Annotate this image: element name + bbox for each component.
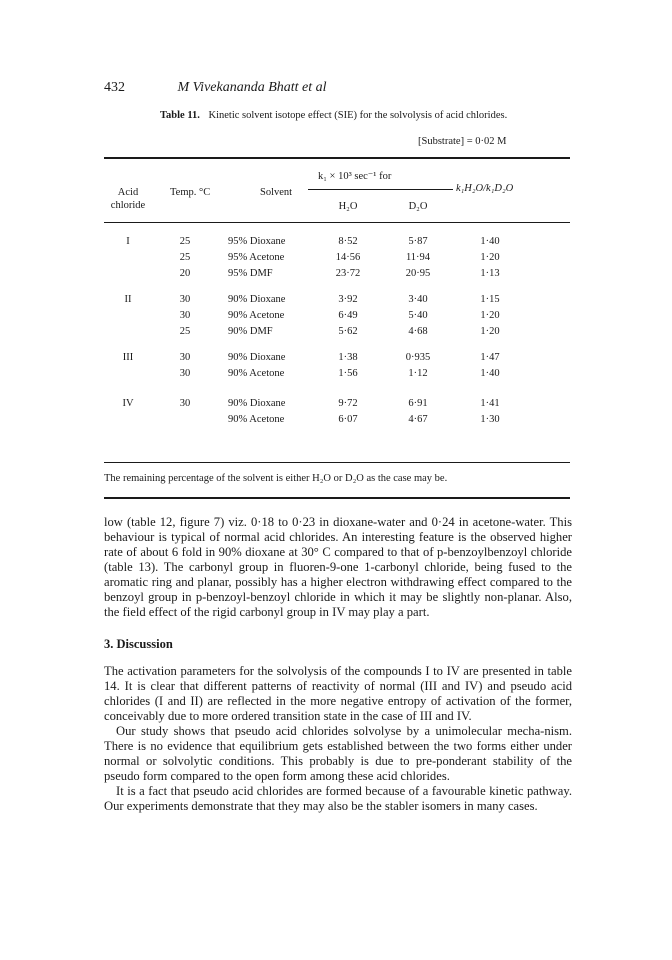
col-temp: Temp. °C: [170, 187, 211, 198]
cell-ratio: 1·41: [480, 398, 500, 409]
page-number: 432: [104, 80, 125, 95]
header-bottom-rule: [104, 222, 570, 223]
compound-label: IV: [122, 398, 134, 409]
cell-solvent: 90% DMF: [228, 326, 273, 337]
col-ratio: k₁H₂O/k₁D₂O: [456, 183, 514, 194]
table-caption-text: Kinetic solvent isotope effect (SIE) for the solvolysis of acid chlorides.: [208, 110, 508, 121]
k-header: k₁ × 10³ sec⁻¹ for: [318, 171, 392, 182]
k-header-rule: [308, 189, 453, 190]
paragraph-text: It is a fact that pseudo acid chlorides are formed because of a favourable kinetic pathway. Our experiments demonstrate that they may also be the stabler isomers in many cases.: [104, 784, 572, 813]
cell-solvent: 90% Acetone: [228, 310, 285, 321]
cell-ratio: 1·13: [480, 268, 500, 279]
cell-d2o: 3·40: [408, 294, 428, 305]
cell-ratio: 1·40: [480, 236, 500, 247]
cell-d2o: 5·87: [408, 236, 428, 247]
cell-solvent: 90% Dioxane: [228, 294, 286, 305]
cell-temp: 30: [179, 368, 191, 379]
cell-h2o: 14·56: [335, 252, 361, 263]
cell-solvent: 95% Dioxane: [228, 236, 286, 247]
cell-temp: 30: [179, 352, 191, 363]
running-header: [104, 80, 327, 96]
paragraph: [104, 515, 572, 620]
cell-ratio: 1·20: [480, 310, 500, 321]
col-chloride: chloride: [110, 200, 146, 211]
cell-temp: 30: [179, 398, 191, 409]
cell-d2o: 4·67: [408, 414, 428, 425]
cell-ratio: 1·15: [480, 294, 500, 305]
cell-d2o: 5·40: [408, 310, 428, 321]
paragraph-text: The activation parameters for the solvolysis of the compounds I to IV are presented in table 14. It is clear that different patterns of reactivity of normal (III and IV) and pseudo acid chlorides (I and II) are reflected in the more negative entropy of activation of the former, conceivably due to more ordered transition state in the case of III and IV.: [104, 664, 572, 723]
table-label: Table 11.: [160, 110, 200, 121]
cell-h2o: 5·62: [338, 326, 358, 337]
cell-solvent: 95% DMF: [228, 268, 273, 279]
cell-h2o: 3·92: [338, 294, 358, 305]
cell-temp: 25: [179, 252, 191, 263]
paragraph-text: Our study shows that pseudo acid chlorides solvolyse by a unimolecular mecha-nism. There is no evidence that equilibrium gets established between the two forms either under normal or solvolytic conditions. This probably is due to pre-ponderant stability of the pseudo form compared to the open form among these acid chlorides.: [104, 724, 572, 783]
cell-ratio: 1·20: [480, 252, 500, 263]
cell-d2o: 1·12: [408, 368, 428, 379]
cell-h2o: 9·72: [338, 398, 358, 409]
col-acid: Acid: [117, 187, 139, 198]
table-footnote: The remaining percentage of the solvent is either H₂O or D₂O as the case may be.: [104, 473, 448, 484]
cell-solvent: 90% Dioxane: [228, 352, 286, 363]
cell-d2o: 11·94: [405, 252, 431, 263]
compound-label: I: [126, 236, 130, 247]
cell-d2o: 4·68: [408, 326, 428, 337]
col-d2o: D₂O: [408, 201, 428, 212]
cell-temp: 30: [179, 310, 191, 321]
table-bottom-rule: [104, 462, 570, 463]
section-title: 3. Discussion: [104, 637, 173, 651]
cell-h2o: 6·07: [338, 414, 358, 425]
cell-h2o: 1·38: [338, 352, 358, 363]
compound-label: II: [124, 294, 132, 305]
cell-h2o: 23·72: [335, 268, 361, 279]
cell-d2o: 20·95: [405, 268, 431, 279]
cell-h2o: 6·49: [338, 310, 358, 321]
cell-solvent: 90% Acetone: [228, 414, 285, 425]
cell-solvent: 90% Acetone: [228, 368, 285, 379]
cell-ratio: 1·30: [480, 414, 500, 425]
cell-d2o: 0·935: [405, 352, 431, 363]
table-caption: [160, 110, 507, 121]
col-h2o: H₂O: [338, 201, 358, 212]
paragraph-text: low (table 12, figure 7) viz. 0·18 to 0·23 in dioxane-water and 0·24 in acetone-water. This behaviour is typical of normal acid chlorides. An interesting feature is the observed higher rate of about 6 fold in 90% dioxane at 30° C compared to that of p-benzoylbenzoyl chloride (table 13). The carbonyl group in fluoren-9-one 1-carbonyl chloride, being fused to the aromatic ring and planar, possibly has a higher electron withdrawing effect compared to the benzoyl group in p-benzoyl-benzoyl chloride in which it may be slightly non-planar. Also, the field effect of the rigid carbonyl group in IV may play a part.: [104, 515, 572, 619]
substrate-note: [Substrate] = 0·02 M: [418, 136, 507, 147]
cell-temp: 25: [179, 236, 191, 247]
paragraph: [104, 664, 572, 814]
cell-d2o: 6·91: [408, 398, 428, 409]
cell-solvent: 95% Acetone: [228, 252, 285, 263]
note-bottom-rule: [104, 497, 570, 499]
cell-temp: 25: [179, 326, 191, 337]
col-solvent: Solvent: [260, 187, 293, 198]
cell-ratio: 1·47: [480, 352, 500, 363]
table-top-rule: [104, 157, 570, 159]
cell-h2o: 8·52: [338, 236, 358, 247]
cell-temp: 20: [179, 268, 191, 279]
running-authors: M Vivekananda Bhatt et al: [177, 80, 327, 95]
cell-solvent: 90% Dioxane: [228, 398, 286, 409]
cell-temp: 30: [179, 294, 191, 305]
cell-h2o: 1·56: [338, 368, 358, 379]
cell-ratio: 1·20: [480, 326, 500, 337]
compound-label: III: [122, 352, 134, 363]
cell-ratio: 1·40: [480, 368, 500, 379]
